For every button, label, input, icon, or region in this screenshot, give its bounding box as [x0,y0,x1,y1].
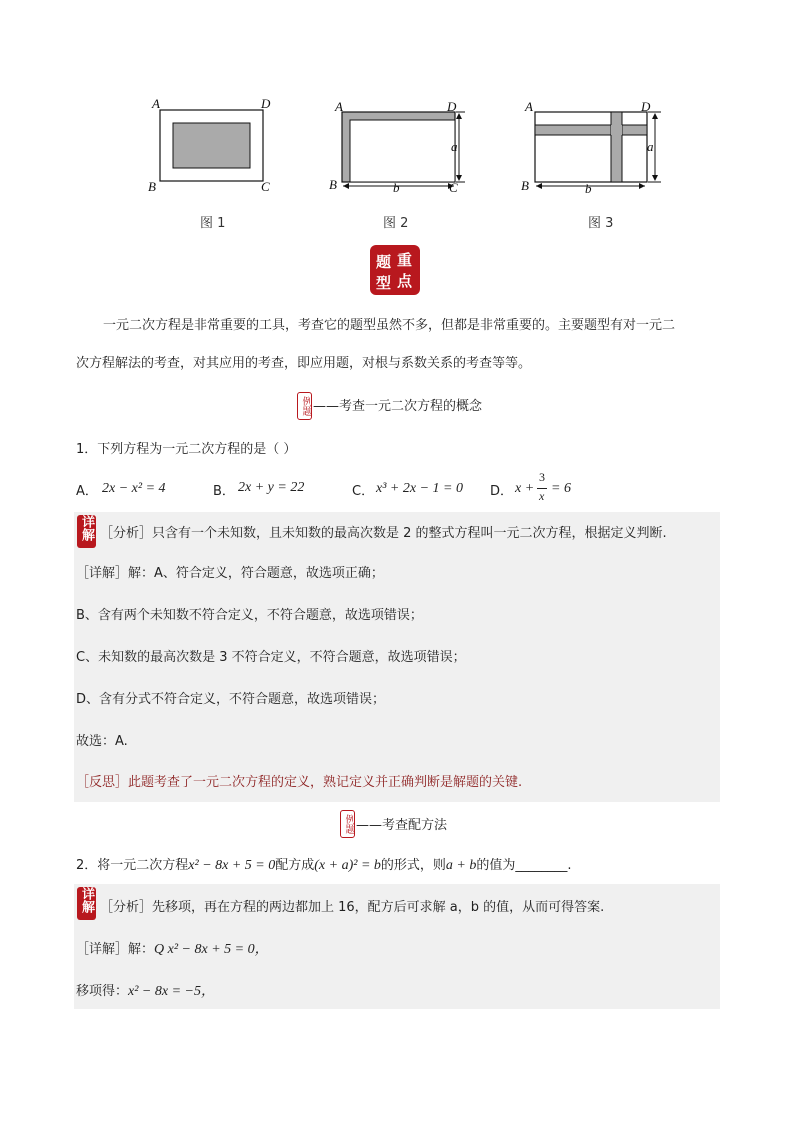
fig3-label-b: b [585,181,592,196]
q2-text-1: 2．将一元二次方程 [76,858,189,873]
fig3-label-d: D [641,99,651,114]
fig1-label-c: C [261,179,270,194]
q1-option-d-rhs: = 6 [551,481,571,496]
fig2-label-d: D [447,99,457,114]
sol1-option-d: D、含有分式不符合定义，不符合题意，故选项错误； [76,692,386,707]
q1-option-b: 2x + y = 22 [238,480,305,495]
sol1-choice: 故选：A. [76,734,128,749]
question-1-stem: 1．下列方程为一元二次方程的是（ ） [76,442,297,457]
sol1-option-b: B、含有两个未知数不符合定义，不符合题意，故选项错误； [76,608,423,623]
sol2-detail [76,940,269,960]
figure-3 [515,95,670,200]
sol2-move-label: 移项得： [76,984,129,999]
fig3-label-a: a [647,139,654,154]
example-badge-2: 例题 [340,810,355,838]
q1-option-a-label: A． [76,484,98,499]
seal-char-2: 重 [397,251,413,269]
sol1-option-c: C、未知数的最高次数是 3 不符合定义，不符合题意，故选项错误； [76,650,466,665]
sol2-detail-label: ［详解］解： [76,942,155,957]
q1-option-d-denominator: x [539,489,545,503]
sol1-analysis: ［分析］只含有一个未知数，且未知数的最高次数是 2 的整式方程叫一元二次方程，根据定义判断. [100,526,667,541]
fig2-label-a-vertex: A [335,99,343,114]
sol2-move-terms [76,982,215,1002]
fig1-label-a: A [152,96,160,111]
detail-badge [77,515,96,548]
intro-line-1: 一元二次方程是非常重要的工具，考查它的题型虽然不多，但都是非常重要的。主要题型有对一元二 [103,318,676,333]
key-question-type-seal [370,245,420,295]
fig2-label-a: a [451,139,458,154]
q2-target-form: (x + a)² = b [314,858,381,873]
q2-equation: x² − 8x + 5 = 0 [188,858,276,873]
seal-char-4: 点 [397,272,413,290]
section-title-concept: ——考查一元二次方程的概念 [313,399,483,414]
detail-badge-text: 详解 [79,515,94,541]
fig2-label-b: b [393,180,400,195]
sol2-analysis: ［分析］先移项，再在方程的两边都加上 16，配方后可求解 a，b 的值，从而可得答案. [100,900,605,915]
figure-1 [140,95,290,200]
question-2-stem [76,856,572,876]
figure-1-caption: 图 1 [200,216,226,231]
sol1-detail: ［详解］解：A、符合定义，符合题意，故选项正确； [76,566,384,581]
q2-text-3: 的形式，则 [380,858,446,873]
sol2-detail-equation: Q x² − 8x + 5 = 0， [154,942,269,957]
figure-2-caption: 图 2 [383,216,409,231]
fig2-label-b-vertex: B [329,177,337,192]
fig1-label-b: B [148,179,156,194]
q1-option-b-label: B． [213,484,235,499]
q1-option-c-label: C． [352,484,375,499]
q1-option-d-lhs: x + [515,481,535,496]
q2-expression: a + b [445,858,477,873]
example-badge: 例题 [297,392,312,420]
q1-option-a: 2x − x² = 4 [102,481,166,496]
figure-3-caption: 图 3 [588,216,614,231]
sol2-move-equation: x² − 8x = −5， [128,984,215,999]
intro-line-2: 次方程解法的考查，对其应用的考查，即应用题，对根与系数关系的考查等等。 [76,356,532,371]
sol1-reflection: ［反思］此题考查了一元二次方程的定义，熟记定义并正确判断是解题的关键. [76,775,523,790]
q1-option-d-numerator: 3 [539,470,545,484]
q2-text-2: 配方成 [275,858,315,873]
fig3-label-a-vertex: A [525,99,533,114]
q1-option-c: x³ + 2x − 1 = 0 [376,481,463,496]
q2-text-4: 的值为________. [476,858,572,873]
q1-option-d-label: D． [490,484,514,499]
fig2-label-c: C [449,180,458,195]
seal-char-1: 题 [376,253,392,271]
seal-char-3: 型 [376,274,392,292]
section-title-completing-square: ——考查配方法 [356,818,448,833]
fig3-label-b-vertex: B [521,178,529,193]
figure-2 [325,95,475,200]
fig1-label-d: D [261,96,271,111]
detail-badge-2-text: 详解 [79,887,94,913]
detail-badge-2 [77,887,96,920]
